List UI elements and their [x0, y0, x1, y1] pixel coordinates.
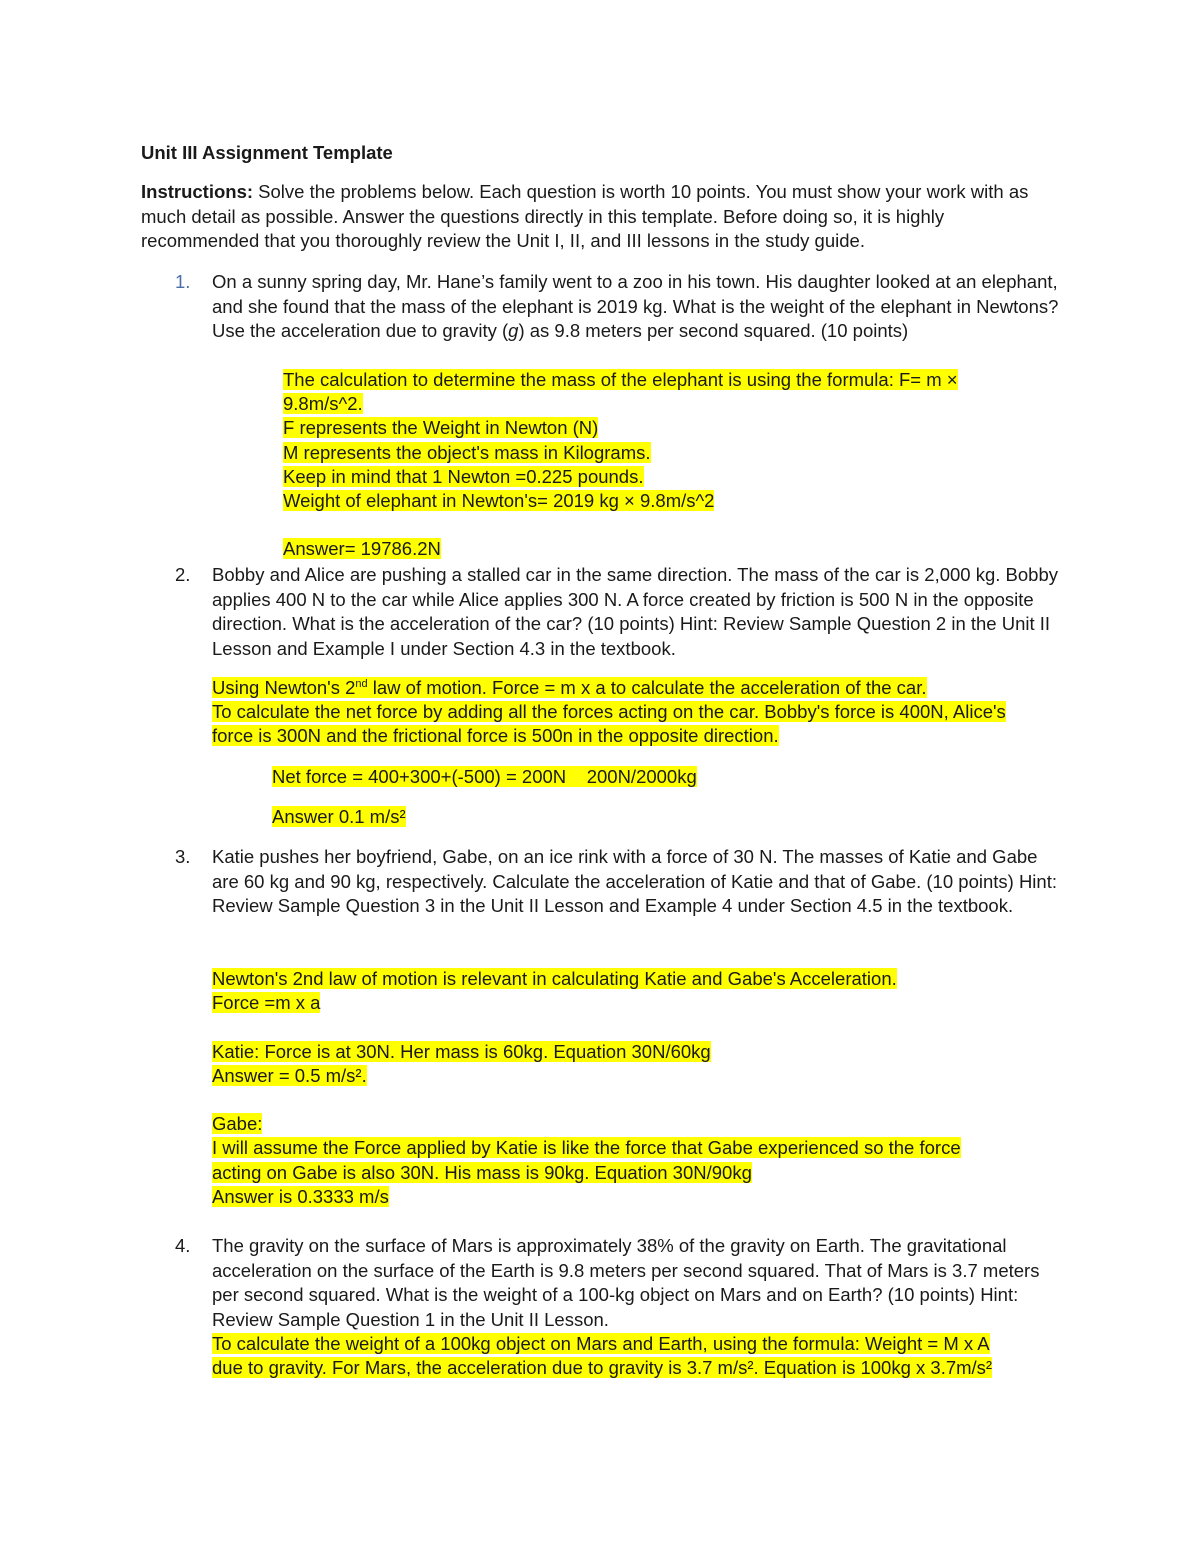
newtons-law-line: Using Newton's 2nd law of motion. Force = m x a to calculate the acceleration of the car. — [212, 677, 927, 698]
answer-line: force is 300N and the frictional force is 500n in the opposite direction. — [212, 725, 779, 747]
answer-1 — [283, 368, 958, 562]
instructions-text: Solve the problems below. Each question is worth 10 points. You must show your work with as much detail as possible. Answer the questions directly in this template. Before doing so, it is highly recommended that you thoroughly review the Unit I, II, and III lessons in the study guide. — [141, 181, 1029, 251]
answer-line: I will assume the Force applied by Katie is like the force that Gabe experienced so the force — [212, 1137, 961, 1159]
answer-line: To calculate the weight of a 100kg object on Mars and Earth, using the formula: Weight = M x A — [212, 1333, 990, 1354]
answer-line: Force =m x a — [212, 992, 321, 1014]
answer-line: Answer is 0.3333 m/s — [212, 1185, 389, 1207]
answer-line: due to gravity. For Mars, the acceleration due to gravity is 3.7 m/s². Equation is 100kg x 3.7m/s² — [212, 1357, 993, 1379]
question-number: 2. — [175, 564, 191, 585]
question-number: 1. — [175, 271, 191, 292]
answer-line: F represents the Weight in Newton (N) — [283, 417, 599, 439]
gravity-symbol: g — [508, 320, 519, 341]
answer-line — [212, 1015, 961, 1039]
question-3 — [141, 845, 1066, 919]
answer-line — [212, 676, 1006, 700]
answer-line: To calculate the net force by adding all the forces acting on the car. Bobby's force is 400N, Alice's — [212, 701, 1006, 723]
question-number: 4. — [175, 1235, 191, 1256]
question-text: Katie pushes her boyfriend, Gabe, on an ice rink with a force of 30 N. The masses of Katie and Gabe are 60 kg and 90 kg, respectively. Calculate the acceleration of Katie and that of Gabe. (10 points) Hint: Review Sample Question 3 in the Unit II Lesson and Example 4 under Section 4.5 in the textbook. — [212, 846, 1057, 916]
answer-line: 9.8m/s^2. — [283, 393, 363, 415]
answer-2-result: Answer 0.1 m/s² — [272, 806, 406, 827]
answer-2-equation: Net force = 400+300+(-500) = 200N 200N/2000kg — [272, 766, 697, 787]
instructions-label: Instructions: — [141, 181, 254, 202]
question-number: 3. — [175, 846, 191, 867]
answer-2-explanation — [212, 676, 1006, 749]
instructions — [141, 180, 1066, 254]
question-4 — [141, 1234, 1066, 1332]
answer-3 — [212, 967, 961, 1209]
answer-line: Weight of elephant in Newton's= 2019 kg × 9.8m/s^2 — [283, 490, 715, 512]
answer-line: Keep in mind that 1 Newton =0.225 pounds. — [283, 465, 644, 487]
answer-line: Answer= 19786.2N — [283, 538, 441, 560]
document-title: Unit III Assignment Template — [141, 142, 393, 163]
answer-line — [212, 1088, 961, 1112]
question-text: The gravity on the surface of Mars is approximately 38% of the gravity on Earth. The gravitational acceleration on the surface of the Earth is 9.8 meters per second squared. That of Mars is 3.7 meters per second squared. What is the weight of a 100-kg object on Mars and on Earth? (10 points) Hint: Review Sample Question 1 in the Unit II Lesson. — [212, 1235, 1040, 1330]
answer-line: Katie: Force is at 30N. Her mass is 60kg. Equation 30N/60kg — [212, 1040, 711, 1062]
answer-line — [283, 513, 958, 537]
answer-line: Answer = 0.5 m/s². — [212, 1064, 367, 1086]
question-1 — [141, 270, 1066, 344]
answer-line: M represents the object's mass in Kilograms. — [283, 441, 651, 463]
answer-line: The calculation to determine the mass of the elephant is using the formula: F= m × — [283, 369, 958, 390]
answer-line: acting on Gabe is also 30N. His mass is 90kg. Equation 30N/90kg — [212, 1161, 752, 1183]
answer-line: Gabe: — [212, 1113, 263, 1135]
question-text: On a sunny spring day, Mr. Hane’s family went to a zoo in his town. His daughter looked at an elephant, and she found that the mass of the elephant is 2019 kg. What is the weight of the elephant in Newtons? Use the acceleration due to gravity (g) as 9.8 meters per second squared. (10 points) — [212, 271, 1059, 341]
answer-4 — [212, 1332, 992, 1380]
answer-line: Newton's 2nd law of motion is relevant in calculating Katie and Gabe's Acceleration. — [212, 968, 897, 989]
question-2 — [141, 563, 1066, 661]
question-text: Bobby and Alice are pushing a stalled car in the same direction. The mass of the car is 2,000 kg. Bobby applies 400 N to the car while Alice applies 300 N. A force created by friction is 500 N in the opposite direction. What is the acceleration of the car? (10 points) Hint: Review Sample Question 2 in the Unit II Lesson and Example I under Section 4.3 in the textbook. — [212, 564, 1059, 659]
